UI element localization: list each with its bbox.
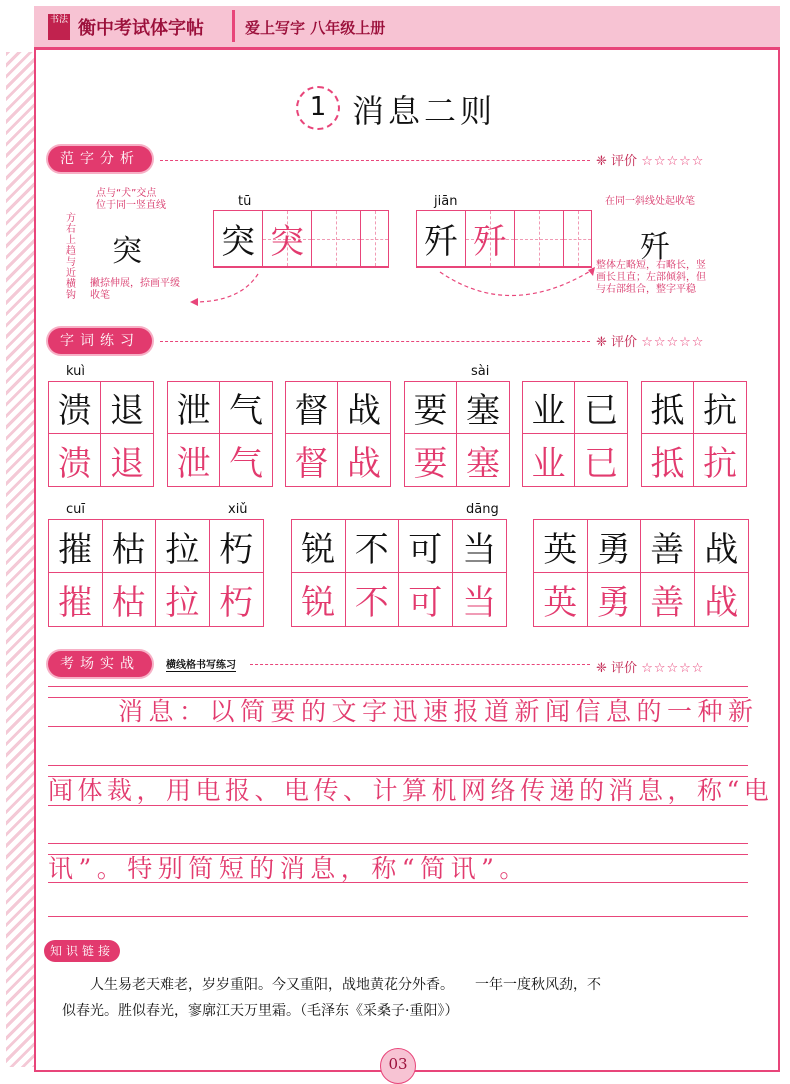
word-trace-cell: 摧: [49, 573, 103, 626]
decorative-side-band: [6, 52, 34, 1067]
guide-arrows: [180, 258, 600, 318]
section-label-words: 字词练习: [48, 328, 152, 354]
word-trace-cell: 可: [399, 573, 453, 626]
word-practice-grid: [641, 381, 747, 487]
rating-stars: ☆☆☆☆☆: [641, 335, 705, 350]
writing-line: [48, 686, 748, 687]
word-char-cell: 摧: [49, 520, 103, 573]
section-rule: [250, 664, 590, 665]
word-char-cell: 抗: [694, 382, 746, 434]
poem-line-2: 似春光。胜似春光，寥廓江天万里霜。（毛泽东《采桑子·重阳》）: [62, 1003, 459, 1019]
word-char-cell: 要: [405, 382, 457, 434]
word-trace-cell: 枯: [103, 573, 157, 626]
word-char-cell: 当: [453, 520, 507, 573]
rating-analysis: ❈ 评价 ☆☆☆☆☆: [596, 154, 705, 169]
word-practice-grid: [291, 519, 507, 627]
word-char-cell: 朽: [210, 520, 264, 573]
word-practice-grid: [285, 381, 391, 487]
practice-text-line-3: 讯”。特别简短的消息，称“简讯”。: [48, 854, 530, 883]
word-char-cell: 泄: [168, 382, 220, 434]
word-practice-grid: [167, 381, 273, 487]
word-practice-grid: [48, 519, 264, 627]
word-trace-cell: 不: [346, 573, 400, 626]
word-trace-cell: 勇: [588, 573, 642, 626]
writing-line: [48, 843, 748, 844]
word-char-cell: 枯: [103, 520, 157, 573]
note-char1-left: 方右上趋与近横钩: [66, 213, 76, 301]
grid-cell: 突: [263, 211, 312, 267]
book-brand: 衡中考试体字帖: [78, 18, 204, 39]
word-pinyin: dāng: [466, 502, 499, 517]
publisher-logo: 书法: [48, 14, 70, 40]
word-char-cell: 溃: [49, 382, 101, 434]
word-trace-cell: 泄: [168, 434, 220, 486]
word-char-cell: 督: [286, 382, 338, 434]
section-label-analysis: 范字分析: [48, 146, 152, 172]
word-char-cell: 可: [399, 520, 453, 573]
word-char-cell: 气: [220, 382, 272, 434]
word-char-cell: 已: [575, 382, 627, 434]
lesson-number: 1: [296, 86, 340, 130]
lesson-title: 消息二则: [352, 92, 497, 130]
word-trace-cell: 战: [704, 583, 739, 623]
pinyin-char2: jiān: [434, 194, 458, 209]
note-char2-top: 在同一斜线处起收笔: [605, 196, 695, 207]
note-char1-bottom: 撇捺伸展，捺画平缓 收笔: [90, 278, 180, 301]
word-trace-cell: 已: [584, 443, 618, 484]
grid-cell: 歼: [417, 211, 466, 267]
word-trace-cell: 抵: [642, 434, 694, 486]
word-trace-cell: 要: [405, 434, 457, 486]
word-practice-grid: [404, 381, 510, 487]
page-number: 03: [380, 1048, 416, 1084]
word-pinyin: kuì: [66, 364, 85, 379]
word-char-cell: 锐: [292, 520, 346, 573]
word-practice-grid: [48, 381, 154, 487]
word-char-cell: 勇: [588, 520, 642, 573]
word-trace-cell: 战: [347, 443, 381, 484]
rating-stars: ☆☆☆☆☆: [641, 154, 705, 169]
pinyin-char1: tū: [238, 194, 252, 209]
word-pinyin: sài: [471, 364, 490, 379]
section-label-practice: 考场实战: [48, 651, 152, 677]
word-char-cell: 退: [101, 382, 153, 434]
header-divider: [232, 10, 235, 42]
sample-char-1: 突: [112, 234, 142, 269]
section-rule: [160, 341, 590, 342]
word-pinyin: cuī: [66, 502, 85, 517]
practice-text-line-2: 闻体裁，用电报、电传、计算机网络传递的消息，称“电: [48, 776, 774, 805]
word-char-cell: 塞: [457, 382, 509, 434]
practice-text-line-1: 消息：以简要的文字迅速报道新闻信息的一种新: [118, 697, 759, 726]
word-trace-cell: 善: [641, 573, 695, 626]
writing-line: [48, 916, 748, 917]
word-trace-cell: 气: [229, 443, 263, 484]
rating-words: ❈ 评价 ☆☆☆☆☆: [596, 335, 705, 350]
word-trace-cell: 塞: [466, 443, 500, 484]
rating-stars: ☆☆☆☆☆: [641, 661, 705, 676]
word-char-cell: 抵: [642, 382, 694, 434]
word-trace-cell: 锐: [292, 573, 346, 626]
word-char-cell: 善: [641, 520, 695, 573]
section-label-knowledge: 知识链接: [44, 940, 120, 962]
word-char-cell: 不: [346, 520, 400, 573]
word-trace-cell: 抗: [703, 443, 737, 484]
word-pinyin: xiǔ: [228, 502, 248, 517]
word-char-cell: 拉: [156, 520, 210, 573]
word-practice-grid: [522, 381, 628, 487]
word-trace-cell: 溃: [49, 434, 101, 486]
poem-line-1: 人生易老天难老，岁岁重阳。今又重阳，战地黄花分外香。 一年一度秋风劲，不: [90, 977, 601, 993]
grid-cell: 歼: [466, 211, 515, 267]
note-char2-right: 整体左略短，右略长，竖 画长且直；左部倾斜，但 与右部组合，整字平稳: [596, 260, 706, 295]
word-char-cell: 英: [534, 520, 588, 573]
rating-practice: ❈ 评价 ☆☆☆☆☆: [596, 661, 705, 676]
word-trace-cell: 英: [534, 573, 588, 626]
word-trace-cell: 拉: [156, 573, 210, 626]
word-trace-cell: 当: [462, 583, 497, 623]
writing-line: [48, 765, 748, 766]
word-trace-cell: 朽: [219, 583, 254, 623]
note-char1-top: 点与“犬”交点 位于同一竖直线: [96, 188, 166, 211]
grid-cell: 突: [214, 211, 263, 267]
word-char-cell: 战: [695, 520, 749, 573]
practice-sublabel: 横线格书写练习: [166, 656, 236, 672]
word-practice-grid: [533, 519, 749, 627]
section-rule: [160, 160, 590, 161]
sample-char-2: 歼: [640, 230, 670, 265]
word-trace-cell: 退: [110, 443, 144, 484]
word-trace-cell: 督: [286, 434, 338, 486]
word-char-cell: 战: [338, 382, 390, 434]
word-char-cell: 业: [523, 382, 575, 434]
book-subject: 爱上写字 八年级上册: [245, 19, 386, 37]
word-trace-cell: 业: [523, 434, 575, 486]
